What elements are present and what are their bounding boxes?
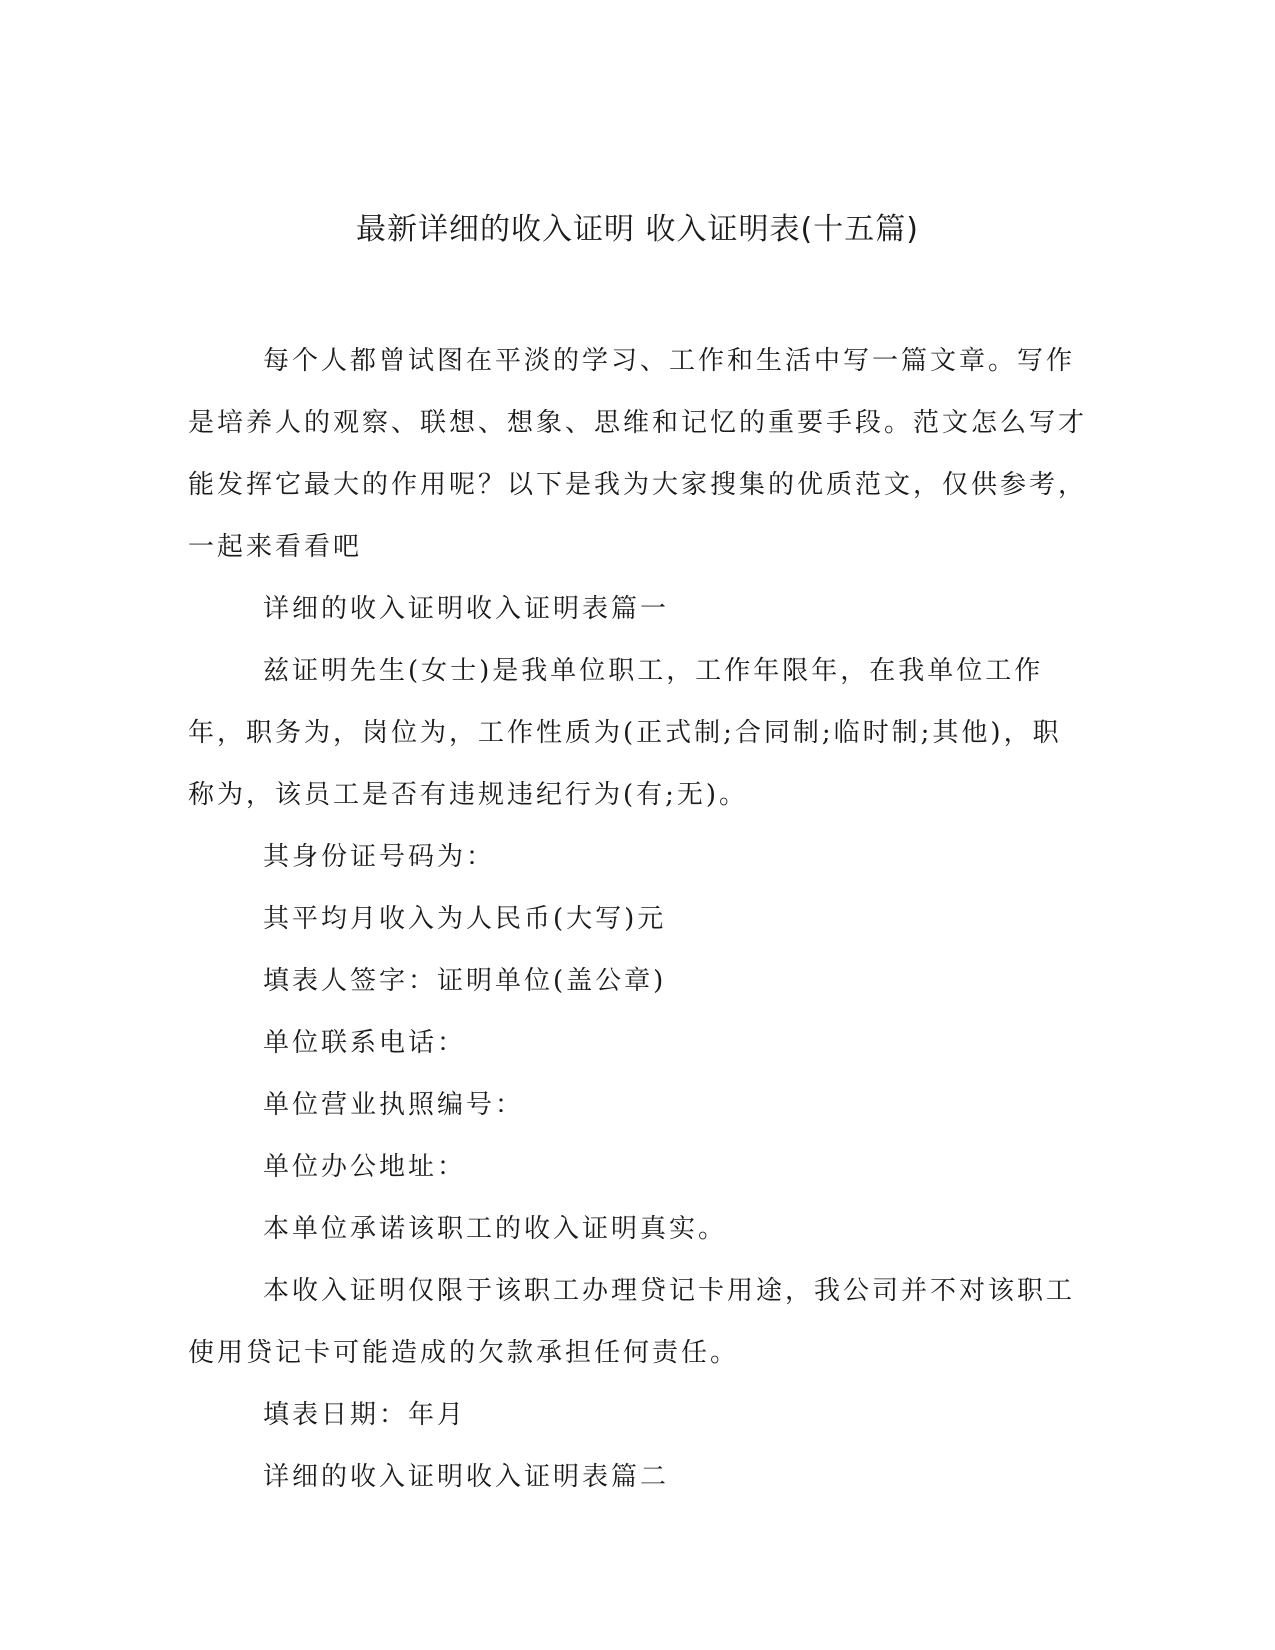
intro-paragraph: 每个人都曾试图在平淡的学习、工作和生活中写一篇文章。写作是培养人的观察、联想、想象、思维和记忆的重要手段。范文怎么写才能发挥它最大的作用呢？以下是我为大家搜集的优质范文，仅供参考，一起来看看吧 [188,346,1088,562]
license-number-line: 单位营业执照编号： [263,1090,525,1120]
office-address-line: 单位办公地址： [263,1152,467,1182]
monthly-income-line: 其平均月收入为人民币(大写)元 [263,904,667,934]
signature-line: 填表人签字：证明单位(盖公章) [263,966,667,996]
section-heading-2: 详细的收入证明收入证明表篇二 [263,1462,670,1492]
commitment-line: 本单位承诺该职工的收入证明真实。 [263,1214,728,1244]
section-heading-1: 详细的收入证明收入证明表篇一 [263,594,670,624]
document-body [188,330,1088,1508]
id-number-line: 其身份证号码为： [263,842,496,872]
fill-date-line: 填表日期：年月 [263,1400,467,1430]
usage-disclaimer-paragraph: 本收入证明仅限于该职工办理贷记卡用途，我公司并不对该职工使用贷记卡可能造成的欠款承担任何责任。 [188,1276,1076,1368]
certificate-paragraph: 兹证明先生(女士)是我单位职工，工作年限年，在我单位工作年，职务为，岗位为，工作性质为(正式制;合同制;临时制;其他)，职称为，该员工是否有违规违纪行为(有;无)。 [188,656,1062,810]
contact-phone-line: 单位联系电话： [263,1028,467,1058]
document-title: 最新详细的收入证明 收入证明表(十五篇) [356,212,919,247]
